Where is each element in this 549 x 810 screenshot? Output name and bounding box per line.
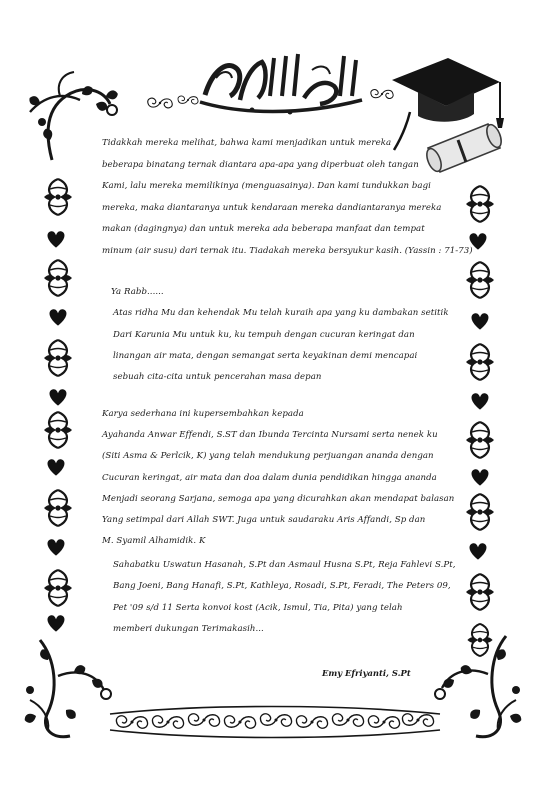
prayer-line: Atas ridha Mu dan kehendak Mu telah kuraih apa yang ku dambakan setitik bbox=[113, 308, 449, 319]
bottom-border-ornaments bbox=[110, 707, 440, 738]
prayer-opening: Ya Rabb...... bbox=[111, 287, 164, 297]
friends-line: Sahabatku Uswatun Hasanah, S.Pt dan Asmaul Husna S.Pt, Reja Fahlevi S.Pt, bbox=[113, 560, 456, 570]
family-line: Karya sederhana ini kupersembahkan kepada bbox=[102, 409, 304, 419]
quran-quote bbox=[102, 133, 473, 262]
quote-line: Tidakkah mereka melihat, bahwa kami menjadikan untuk mereka bbox=[102, 138, 392, 148]
friends-line: Bang Joeni, Bang Hanafi, S.Pt, Kathleya, Rosadi, S.Pt, Feradi, The Peters 09, bbox=[113, 581, 451, 592]
calligraphy-header bbox=[200, 54, 393, 115]
family-line: (Siti Asma & Perlcik, K) yang telah mendukung perjuangan ananda dengan bbox=[102, 451, 434, 462]
quote-line: beberapa binatang ternak diantara apa-apa yang diperbuat oleh tangan bbox=[102, 159, 419, 170]
left-border-ornaments bbox=[44, 179, 72, 632]
prayer-line: sebuah cita-cita untuk pencerahan masa depan bbox=[113, 372, 322, 383]
bottom-right-corner-ornament bbox=[435, 624, 523, 737]
quote-line: mereka, maka diantaranya untuk kendaraan mereka dandiantaranya mereka bbox=[102, 202, 442, 213]
friends-line: memberi dukungan Terimakasih... bbox=[113, 623, 264, 634]
prayer-line: Dari Karunia Mu untuk ku, ku tempuh dengan cucuran keringat dan bbox=[113, 329, 415, 340]
prayer-line: linangan air mata, dengan semangat serta keyakinan demi mencapai bbox=[113, 350, 418, 361]
friends-line: Pet '09 s/d 11 Serta konvoi kost (Acik, Ismul, Tia, Pita) yang telah bbox=[113, 602, 403, 613]
prayer-paragraph bbox=[113, 282, 449, 388]
bottom-left-corner-ornament bbox=[23, 640, 111, 737]
family-line: Cucuran keringat, air mata dan doa dalam dunia pendidikan hingga ananda bbox=[102, 472, 437, 483]
family-line: M. Syamil Alhamidik. K bbox=[102, 536, 206, 547]
family-line: Yang setimpal dari Allah SWT. Juga untuk saudaraku Aris Affandi, Sp dan bbox=[102, 515, 426, 526]
author-signature: Emy Efriyanti, S.Pt bbox=[322, 668, 411, 678]
family-line: Menjadi seorang Sarjana, semoga apa yang dicurahkan akan mendapat balasan bbox=[102, 493, 455, 504]
quote-line: makan (dagingnya) dan untuk mereka ada beberapa manfaat dan tempat bbox=[102, 224, 425, 234]
family-dedication bbox=[102, 404, 454, 552]
family-line: Ayahanda Anwar Effendi, S.ST dan Ibunda Tercinta Nursami serta nenek ku bbox=[102, 430, 438, 441]
friends-acknowledgement bbox=[113, 555, 456, 640]
quote-line: minum (air susu) dari ternak itu. Tiadakah mereka bersyukur kasih. (Yassin : 71-73) bbox=[102, 245, 473, 256]
quote-line: Kami, lalu mereka memilikinya (menguasainya). Dan kami tundukkan bagi bbox=[102, 181, 431, 191]
